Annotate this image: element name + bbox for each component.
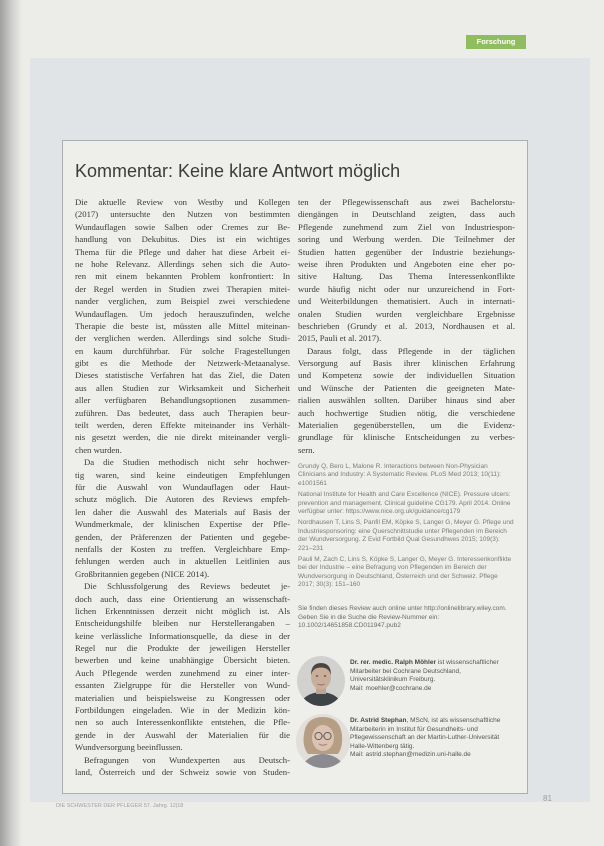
text-line: Thema für die Pflege und daher hat diese Arbeit ei- bbox=[75, 246, 290, 257]
author-photo bbox=[296, 713, 350, 769]
text-line: rialien auswählen sollten. Darüber hinaus sind aber bbox=[298, 395, 515, 406]
text-line: Die Schlussfolgerung des Reviews bedeutet je- bbox=[84, 581, 290, 592]
footer-journal-name: DIE SCHWESTER DER PFLEGER 57. Jahrg. 12|18 bbox=[56, 803, 184, 809]
text-line: Auch Pflegende werden zunehmend zu einer inter- bbox=[75, 667, 290, 678]
text-line: Regel nur die Produkte der jeweiligen Hersteller bbox=[75, 643, 290, 654]
author-photo bbox=[296, 655, 346, 707]
text-line: ten der Pflegewissenschaft aus zwei Bachelorstu- bbox=[298, 197, 515, 207]
text-line: Da die Studien methodisch nicht sehr hochwer- bbox=[84, 457, 290, 468]
text-line: ne hohe Relevanz. Allerdings sehen sich die Auto- bbox=[75, 258, 290, 269]
author-description: ist wissenschaftlicher Mitarbeiter bei Cochrane Deutschland, Universitätsklinikum Freiburg. bbox=[350, 659, 499, 684]
online-note: Sie finden dieses Review auch online unter http://onlinelibrary.wiley.com. Geben Sie in die Suche die Review-Nummer ein: 10.1002/14651858.CD011947.pub2 bbox=[298, 605, 507, 630]
author-name: Dr. rer. medic. Ralph Möhler bbox=[350, 659, 436, 666]
text-line: Studien hatten gegenüber der Industrie beziehungs- bbox=[298, 246, 515, 257]
text-line: und Kompetenz sowie der individuellen Situation bbox=[298, 370, 515, 381]
text-line: gibt es die Methode der Netzwerk-Metaanalyse. bbox=[75, 358, 290, 369]
text-line: nen so auch Interessenkonflikte entstehen, die Pfle- bbox=[75, 717, 290, 728]
text-line: Entscheidungshilfe bleiben nur Herstellerangaben – bbox=[75, 618, 290, 629]
text-line: essanten Zielgruppe für die Hersteller von Wund- bbox=[75, 680, 290, 691]
text-line: zuführen. Das bedeutet, dass auch Therapien beur- bbox=[75, 407, 290, 418]
text-line: nander verglichen, zum Beispiel zwei verschiedene bbox=[75, 296, 290, 307]
text-line: beschrieben (Grundy et al. 2013, Nordhausen et al. bbox=[298, 320, 515, 331]
text-line: Therapie die beste ist, müssten alle Mittel miteinan- bbox=[75, 320, 290, 331]
text-line: land, Österreich und der Schweiz sowie von Studen- bbox=[75, 766, 290, 777]
author-card-moehler bbox=[296, 655, 518, 715]
text-line: keine verlässliche Informationsquelle, da diese in der bbox=[75, 630, 290, 641]
text-line: onalen Studien wurden vergleichbare Ergebnisse bbox=[298, 308, 515, 319]
text-line: Großbritannien gegeben (NICE 2014). bbox=[75, 568, 210, 579]
text-line: Versorgung auf Basis ihrer klinischen Erfahrung bbox=[298, 358, 515, 369]
text-line: gende in der Auswahl der Materialien für die bbox=[75, 729, 290, 740]
reference-entry: Pauli M, Zach C, Lins S, Köpke S, Langer G, Meyer G. Interessenkonflikte bei der Industrie – eine Befragung von Pflegenden im Bereich der Wundversorgung in Deutschland, Österreich und der Schweiz. Pflege 2017; 30(3): 151–160 bbox=[298, 556, 512, 589]
text-line: bewerben und keine unabhängige Übersicht bieten. bbox=[75, 655, 290, 666]
text-line: soring und Werbung werden. Die Teilnehmer der bbox=[298, 234, 515, 245]
text-line: schutz möglich. Die Autoren des Reviews empfeh- bbox=[75, 494, 290, 505]
author-bio bbox=[350, 717, 516, 760]
text-line: wurde häufig nicht oder nur unzureichend in Fort- bbox=[298, 283, 515, 294]
text-line: aus allen Studien zur Wirksamkeit und Sicherheit bbox=[75, 382, 290, 393]
text-line: tig waren, sind keine eindeutigen Empfehlungen bbox=[75, 469, 290, 480]
text-line: diengängen in Deutschland zeigten, dass auch bbox=[298, 209, 515, 220]
text-line: Befragungen von Wundexperten aus Deutsch- bbox=[84, 754, 290, 765]
reference-entry: Nordhausen T, Lins S, Panfil EM, Köpke S, Langer G, Meyer G. Pflege und Industriesponsoring: eine Querschnittstudie unter Pflegenden im Bereich der Wundversorgung. Z Evid Fortbild Qual Gesundhwes 2015; 109(3): 221–231 bbox=[298, 519, 514, 552]
author-mail: Mail: moehler@cochrane.de bbox=[350, 684, 432, 692]
article-title: Kommentar: Keine klare Antwort möglich bbox=[75, 161, 401, 181]
text-line: Wundversorgung beeinflussen. bbox=[75, 742, 183, 753]
text-line: 2015, Pauli et al. 2017). bbox=[298, 333, 382, 344]
author-card-stephan bbox=[296, 713, 518, 773]
text-line: Pflegende zunehmend zum Ziel von Industriespon- bbox=[298, 221, 515, 232]
author-description: , MScN, ist als wissenschaftliche Mitarbeiterin im Institut für Gesundheits- und Pflegewissenschaft an der Martin-Luther-Universität Halle-Wittenberg tätig. bbox=[350, 717, 501, 750]
text-line: grundlage für klinische Entscheidungen zu verbes- bbox=[298, 432, 515, 443]
text-line: für die Auswahl von Wundauflagen oder Haut- bbox=[75, 481, 290, 492]
scan-spine-shadow bbox=[0, 0, 22, 846]
text-line: teilt werden, deren Effekte miteinander ins Verhält- bbox=[75, 420, 290, 431]
text-line: Wundauflagen. Um jedoch herauszufinden, welche bbox=[75, 308, 290, 319]
reference-entry: National Institute for Health and Care Excellence (NICE). Pressure ulcers: prevention and management. Clinical guideline CG179. April 2014. Online verfügbar unter: https://www.nice.org.uk/guidance/cg179 bbox=[298, 491, 511, 516]
section-tab: Forschung bbox=[466, 35, 526, 49]
text-line: der verglichen werden. Allerdings sind solche Studi- bbox=[75, 333, 290, 344]
text-line: Wundauflagen sowie Salben oder Cremes zur Be- bbox=[75, 221, 290, 232]
text-line: handlung von Dekubitus. Dies ist ein wichtiges bbox=[75, 234, 290, 245]
text-line: lichen Erkenntnissen derzeit nicht möglich ist. Als bbox=[75, 605, 290, 616]
text-line: und Weiterbildungen thematisiert. Auch in internati- bbox=[298, 296, 515, 307]
text-line: und Wünsche der Patienten die geeigneten Mate- bbox=[298, 382, 515, 393]
right-text-column bbox=[298, 196, 515, 456]
text-line: fehlungen werden auch in aktuellen Leitlinien aus bbox=[75, 556, 290, 567]
text-line: Die aktuelle Review von Westby und Kollegen bbox=[75, 197, 290, 207]
references-list bbox=[298, 463, 515, 593]
text-line: genden, der Präferenzen der Patienten und gegebe- bbox=[75, 531, 290, 542]
text-line: sitive Haltung. Das Thema Interessenkonflikte bbox=[298, 271, 515, 282]
text-line: nis gesetzt werden, die nie direkt miteinander vergli- bbox=[75, 432, 290, 443]
author-bio bbox=[350, 659, 516, 693]
text-line: Fortbildungen eingeladen. Wie in der Medizin kön- bbox=[75, 705, 290, 716]
text-line: Materialien gegenüberstellen, um die Evidenz- bbox=[298, 420, 515, 431]
text-line: materialien und beispielsweise zu Kongressen oder bbox=[75, 692, 290, 703]
text-line: auch hochwertige Studien nötig, die verschiedene bbox=[298, 407, 515, 418]
text-line: sern. bbox=[298, 444, 315, 455]
text-line: nenfalls der Kosten zu treffen. Vergleichbare Emp- bbox=[75, 543, 290, 554]
text-line: (2017) untersuchte den Nutzen von bestimmten bbox=[75, 209, 290, 220]
text-line: weise ihren Produkten und Angeboten eine eher po- bbox=[298, 258, 515, 269]
text-line: ren mit einem bekannten Problem konfrontiert: In bbox=[75, 271, 290, 282]
text-line: en kaum durchführbar. Für solche Fragestellungen bbox=[75, 345, 290, 356]
text-line: Wundmerkmale, der klinischen Expertise der Pfle- bbox=[75, 519, 290, 530]
author-mail: Mail: astrid.stephan@medizin.uni-halle.de bbox=[350, 751, 471, 759]
text-line: chen wurden. bbox=[75, 444, 122, 455]
text-line: aller verfügbaren Behandlungsoptionen zusammen- bbox=[75, 395, 290, 406]
page-number: 81 bbox=[543, 794, 552, 803]
author-name: Dr. Astrid Stephan bbox=[350, 717, 407, 724]
text-line: doch auch, dass eine Orientierung an wissenschaft- bbox=[75, 593, 290, 604]
text-line: Daraus folgt, dass Pflegende in der täglichen bbox=[307, 345, 515, 356]
text-line: Dieses statistische Verfahren hat das Ziel, die Daten bbox=[75, 370, 290, 381]
left-text-column bbox=[75, 196, 290, 778]
text-line: len daher die Auswahl des Materials auf Basis der bbox=[75, 506, 290, 517]
reference-entry: Grundy Q, Bero L, Malone R. Interactions between Non-Physician Clinicians and Industry: A Systematic Review. PLoS Med 2013; 10(11): e1001561 bbox=[298, 463, 501, 487]
text-line: der Regel werden in Studien zwei Therapien mitei- bbox=[75, 283, 290, 294]
